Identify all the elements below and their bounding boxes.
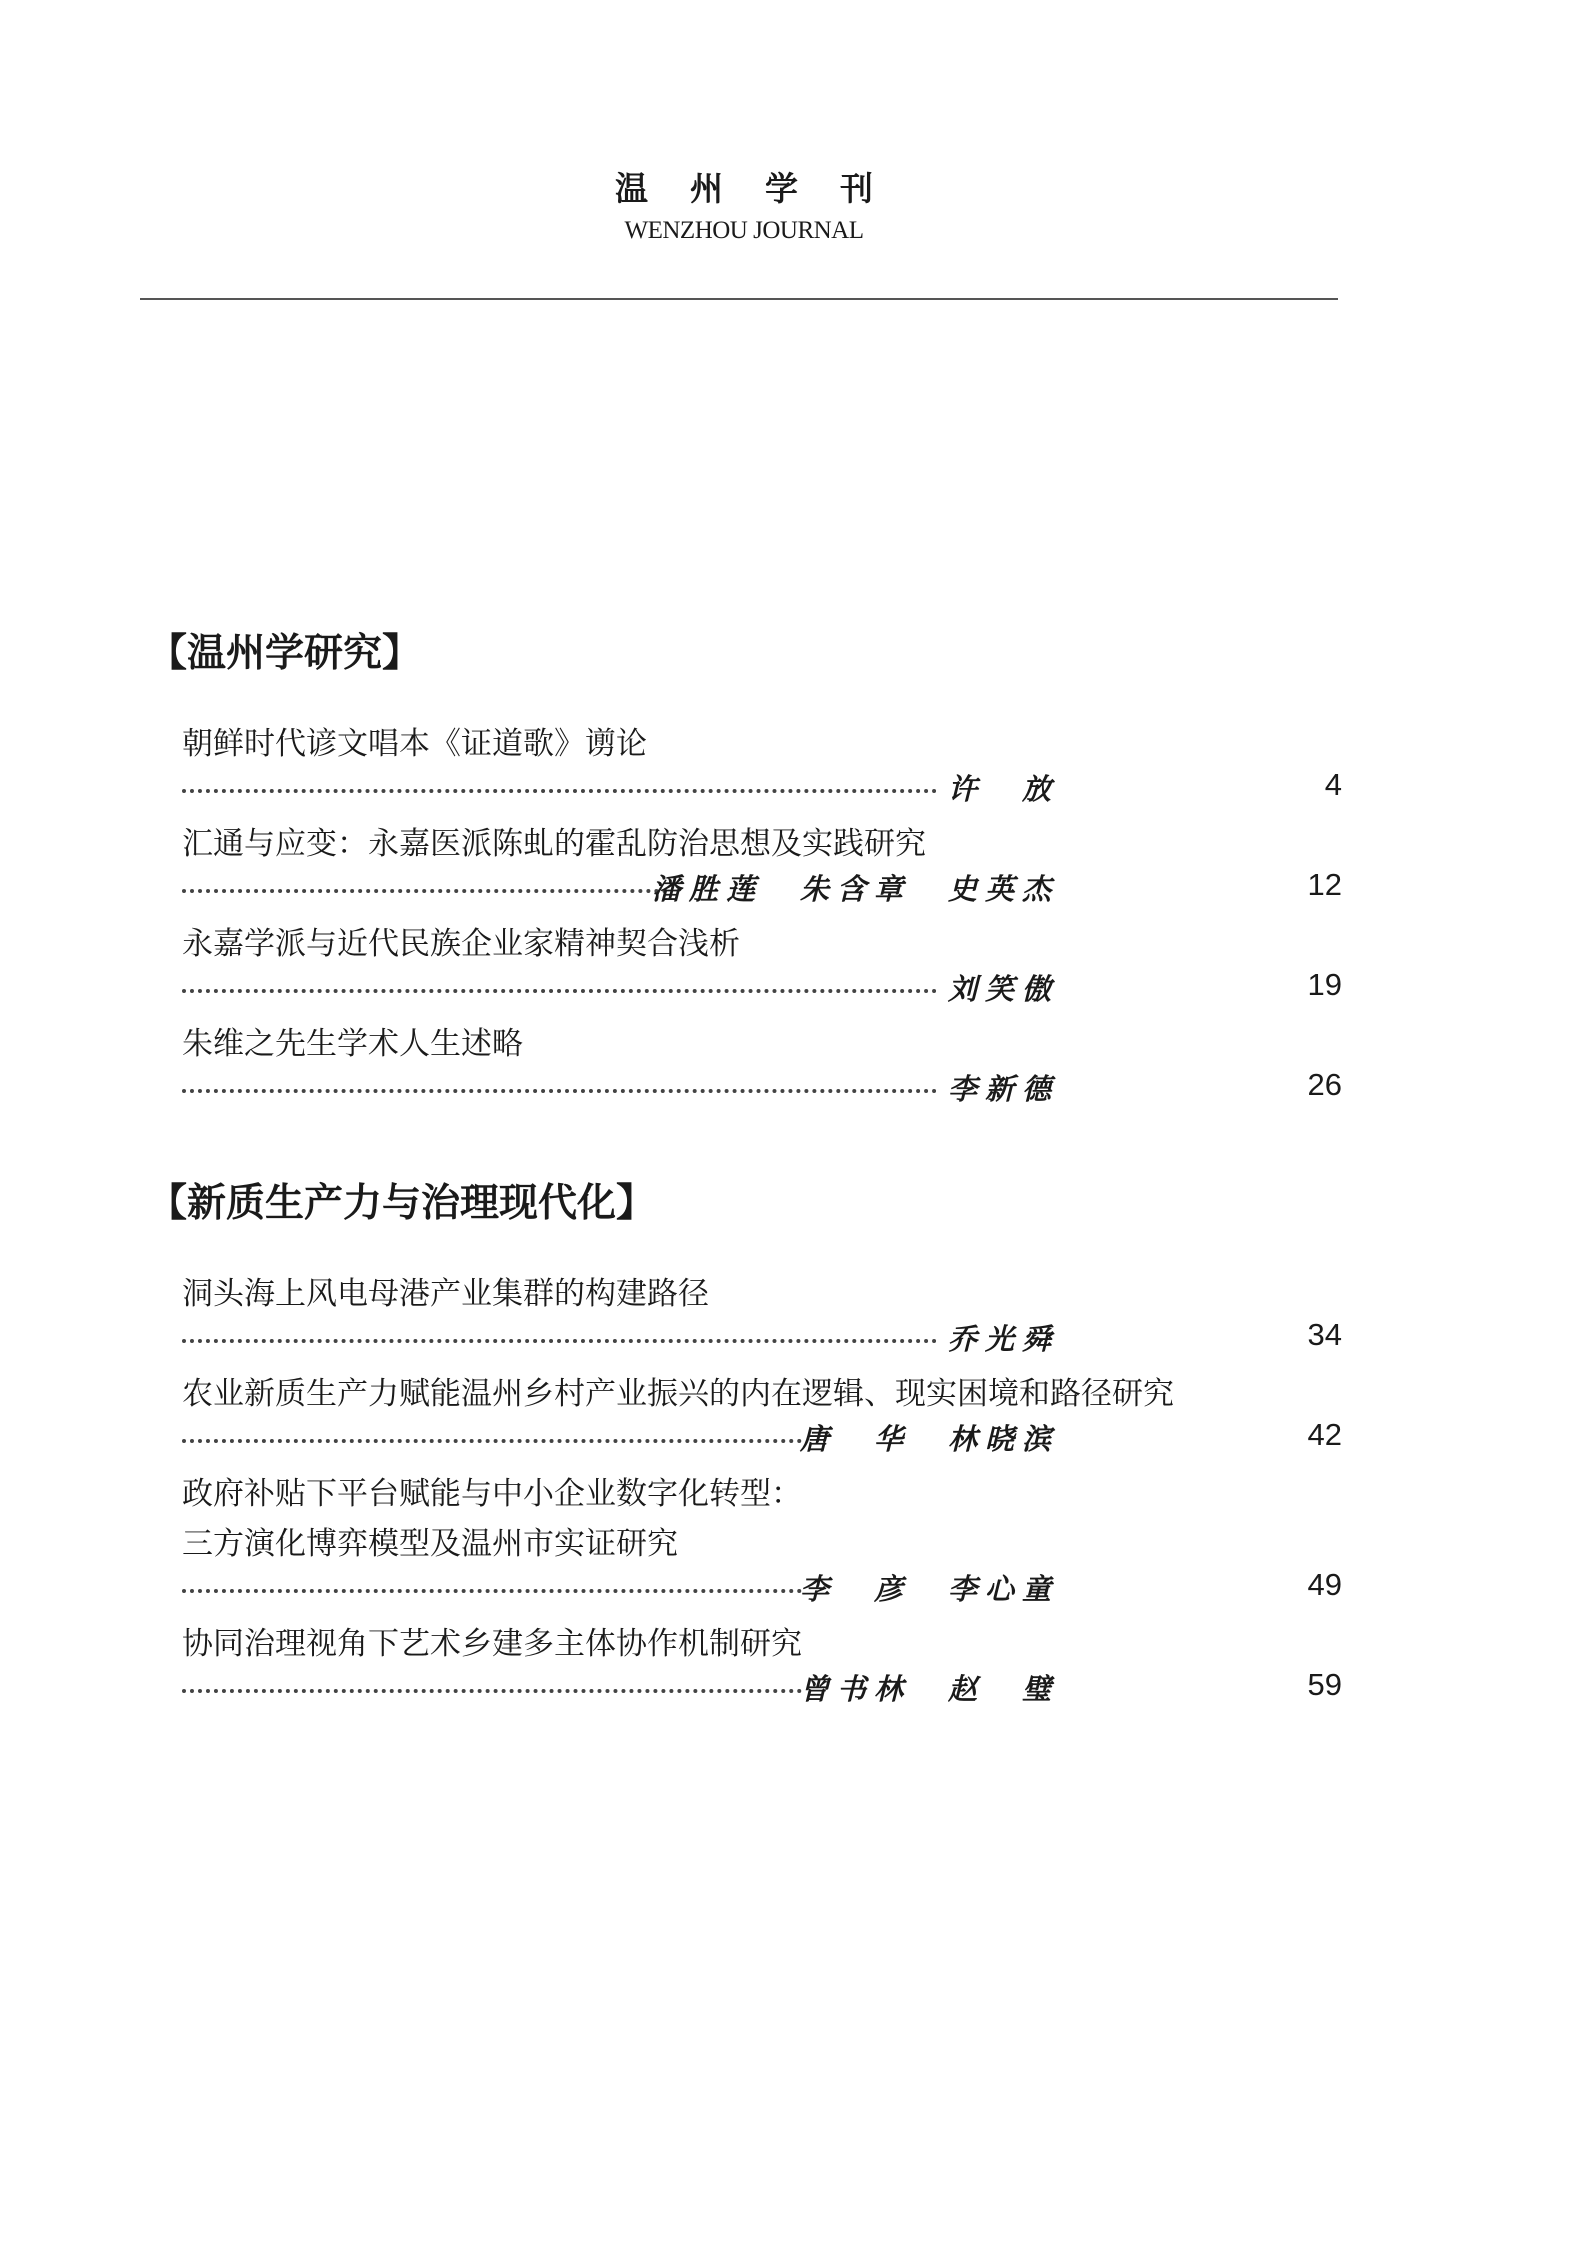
article-page-number: 19 (1307, 967, 1342, 1002)
article-title: 朝鲜时代谚文唱本《证道歌》谫论 (182, 726, 647, 762)
article-authors: 李 彦 李心童 (799, 1572, 1059, 1606)
article-page-number: 49 (1307, 1567, 1342, 1602)
article-title: 农业新质生产力赋能温州乡村产业振兴的内在逻辑、现实困境和路径研究 (182, 1376, 1174, 1412)
toc-leader-line (182, 1567, 1342, 1607)
article-page-number: 42 (1307, 1417, 1342, 1452)
article-authors: 乔光舜 (947, 1322, 1059, 1356)
section-heading-new-productivity: 【新质生产力与治理现代化】 (148, 1180, 656, 1226)
article-title: 永嘉学派与近代民族企业家精神契合浅析 (182, 926, 740, 962)
article-authors: 刘笑傲 (947, 972, 1059, 1006)
article-authors: 潘胜莲 朱含章 史英杰 (651, 872, 1059, 906)
dot-leader (182, 1589, 802, 1593)
dot-leader (182, 1339, 937, 1343)
article-title: 汇通与应变：永嘉医派陈虬的霍乱防治思想及实践研究 (182, 826, 926, 862)
article-title-line-2: 三方演化博弈模型及温州市实证研究 (182, 1526, 678, 1562)
article-page-number: 4 (1324, 767, 1342, 802)
article-page-number: 59 (1307, 1667, 1342, 1702)
toc-leader-line (182, 1067, 1342, 1107)
dot-leader (182, 889, 667, 893)
journal-title-cn: 温州学刊 (615, 169, 915, 208)
toc-leader-line (182, 767, 1342, 807)
toc-leader-line (182, 1417, 1342, 1457)
dot-leader (182, 989, 937, 993)
article-page-number: 26 (1307, 1067, 1342, 1102)
toc-leader-line (182, 967, 1342, 1007)
article-authors: 李新德 (947, 1072, 1059, 1106)
article-title: 政府补贴下平台赋能与中小企业数字化转型： (182, 1476, 802, 1512)
article-title: 朱维之先生学术人生述略 (182, 1026, 523, 1062)
dot-leader (182, 789, 937, 793)
section-heading-wenzhou-studies: 【温州学研究】 (148, 630, 422, 676)
dot-leader (182, 1089, 937, 1093)
article-page-number: 34 (1307, 1317, 1342, 1352)
dot-leader (182, 1439, 802, 1443)
toc-leader-line (182, 1317, 1342, 1357)
journal-title-en: WENZHOU JOURNAL (624, 217, 864, 244)
article-page-number: 12 (1307, 867, 1342, 902)
article-authors: 许 放 (947, 772, 1059, 806)
dot-leader (182, 1689, 802, 1693)
toc-leader-line (182, 1667, 1342, 1707)
toc-leader-line (182, 867, 1342, 907)
article-authors: 唐 华 林晓滨 (799, 1422, 1059, 1456)
article-title: 协同治理视角下艺术乡建多主体协作机制研究 (182, 1626, 802, 1662)
article-title: 洞头海上风电母港产业集群的构建路径 (182, 1276, 709, 1312)
header-rule (140, 298, 1338, 300)
article-authors: 曾书林 赵 璧 (799, 1672, 1059, 1706)
